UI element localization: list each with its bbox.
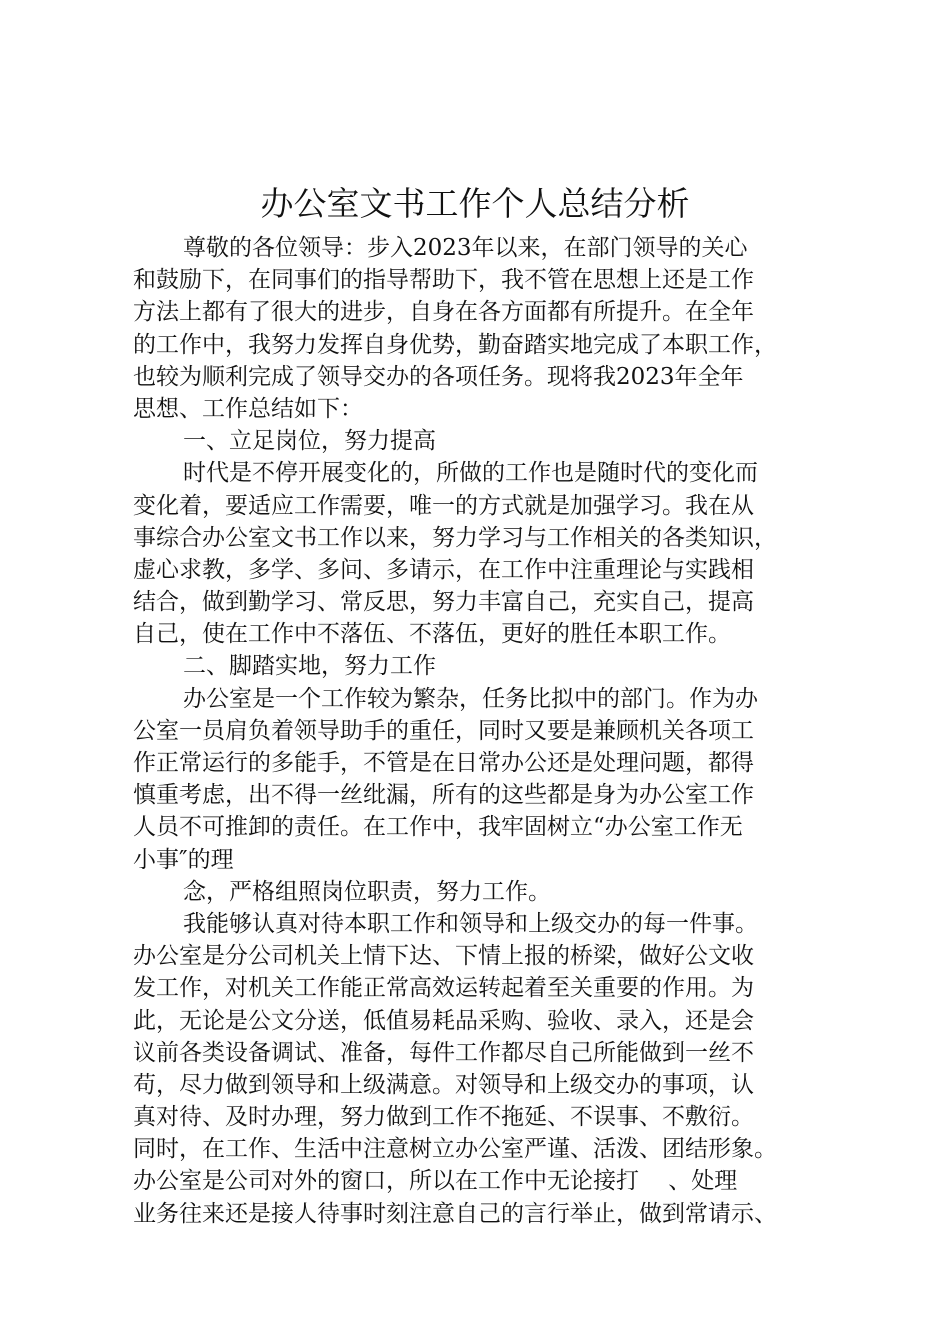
- text-line: 作正常运行的多能手，不管是在日常办公还是处理问题，都得: [133, 750, 754, 776]
- text-line: 变化着，要适应工作需要，唯一的方式就是加强学习。我在从: [133, 492, 754, 519]
- text-line: 时代是不停开展变化的，所做的工作也是随时代的变化而: [183, 460, 758, 487]
- text-line: 办公室是分公司机关上情下达、下情上报的桥梁，做好公文收: [133, 943, 754, 970]
- text-line: 真对待、及时办理，努力做到工作不拖延、不误事、不敷衍。: [133, 1104, 754, 1131]
- text-line: 思想、工作总结如下：: [133, 395, 363, 422]
- text-line: 结合，做到勤学习、常反思，努力丰富自己，充实自己，提高: [133, 589, 754, 616]
- text-line: 事综合办公室文书工作以来，努力学习与工作相关的各类知识，: [133, 524, 777, 551]
- text-line: 公室一员肩负着领导助手的重任，同时又要是兼顾机关各项工: [133, 717, 754, 744]
- text-line: 此，无论是公文分送，低值易耗品采购、验收、录入，还是会: [133, 1007, 754, 1034]
- text-line: 我能够认真对待本职工作和领导和上级交办的每一件事。: [183, 910, 758, 937]
- text-line: 念，严格组照岗位职责，努力工作。: [183, 878, 551, 905]
- text-line: 虚心求教，多学、多问、多请示，在工作中注重理论与实践相: [133, 556, 754, 583]
- text-line: 一、立足岗位，努力提高: [183, 428, 436, 455]
- text-line: 也较为顺利完成了领导交办的各项任务。现将我2023年全年: [133, 363, 744, 390]
- text-line: 办公室是公司对外的窗口，所以在工作中无论接打 、处理: [133, 1168, 738, 1195]
- text-line: 慎重考虑，出不得一丝纰漏，所有的这些都是身为办公室工作: [133, 782, 754, 809]
- document-body: [133, 232, 833, 1230]
- text-line: 二、脚踏实地，努力工作: [183, 653, 436, 680]
- text-line: 的工作中，我努力发挥自身优势，勤奋踏实地完成了本职工作，: [133, 331, 777, 358]
- text-line: 自己，使在工作中不落伍、不落伍，更好的胜任本职工作。: [133, 621, 731, 648]
- text-line: 方法上都有了很大的进步，自身在各方面都有所提升。在全年: [133, 299, 754, 326]
- document-title: 办公室文书工作个人总结分析: [260, 184, 690, 223]
- text-line: 尊敬的各位领导：步入2023年以来，在部门领导的关心: [183, 235, 748, 261]
- text-line: 办公室是一个工作较为繁杂，任务比拟中的部门。作为办: [183, 685, 758, 712]
- text-line: 议前各类设备调试、准备，每件工作都尽自己所能做到一丝不: [133, 1039, 754, 1066]
- text-line: 同时，在工作、生活中注意树立办公室严谨、活泼、团结形象。: [133, 1136, 777, 1163]
- text-line: 人员不可推卸的责任。在工作中，我牢固树立“办公室工作无: [133, 814, 743, 841]
- text-line: 业务往来还是接人待事时刻注意自己的言行举止，做到常请示、: [133, 1200, 777, 1227]
- text-line: 小事″的理: [133, 846, 234, 873]
- text-line: 发工作，对机关工作能正常高效运转起着至关重要的作用。为: [133, 975, 754, 1002]
- text-line: 和鼓励下，在同事们的指导帮助下，我不管在思想上还是工作: [133, 267, 754, 294]
- text-line: 苟，尽力做到领导和上级满意。对领导和上级交办的事项，认: [133, 1071, 754, 1098]
